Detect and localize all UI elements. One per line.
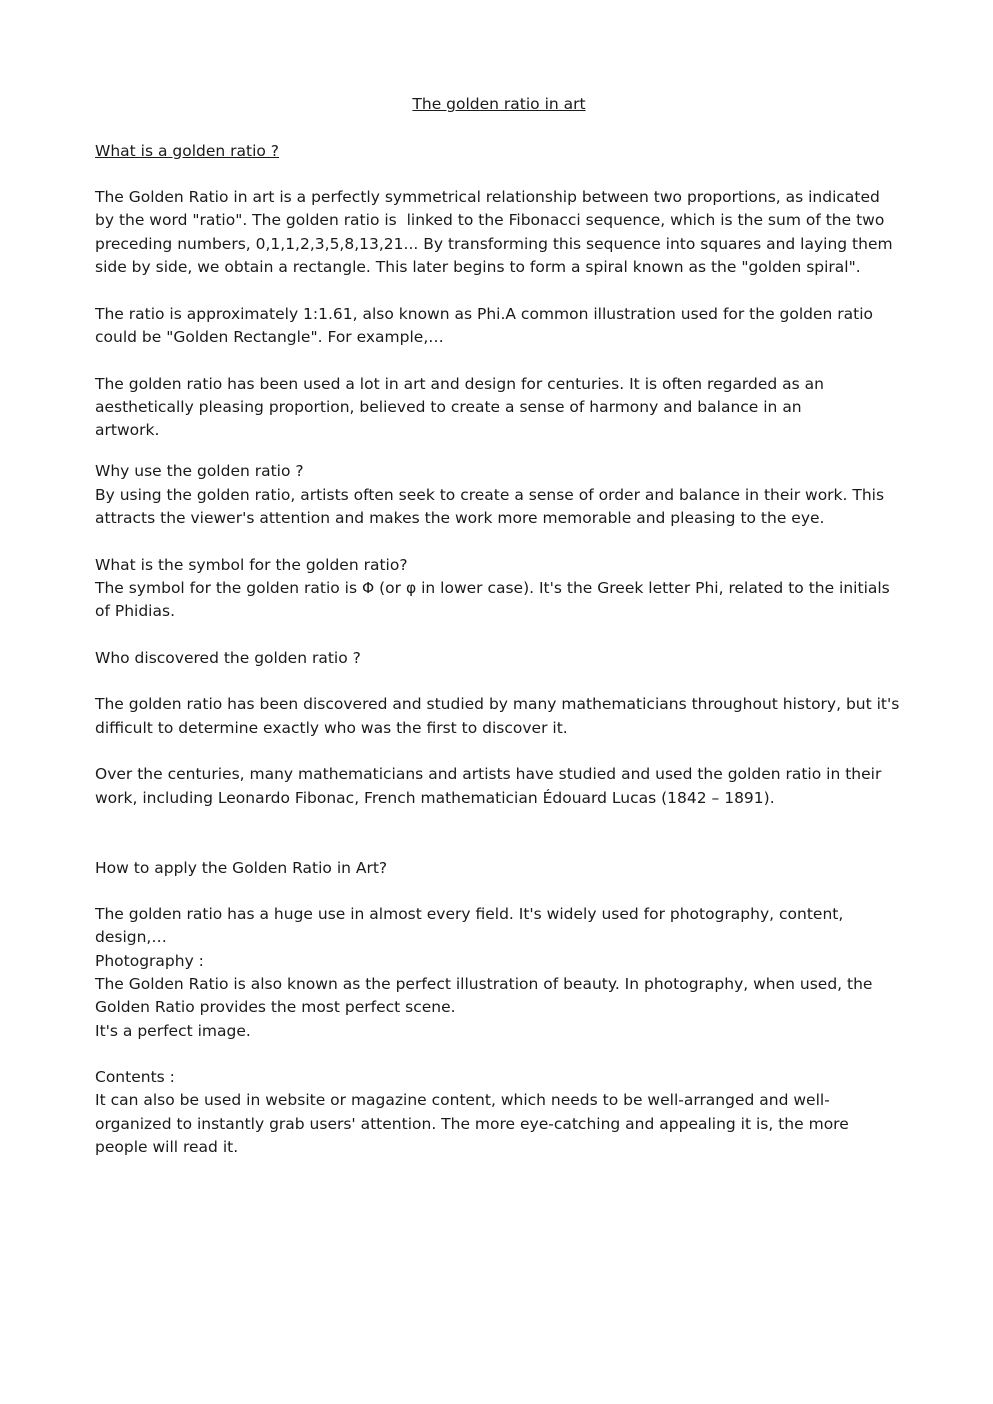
- symbol-paragraph: The symbol for the golden ratio is Φ (or φ in lower case). It's the Greek letter Phi, related to the initials of Phidias.: [95, 578, 895, 621]
- document-title: The golden ratio in art: [412, 95, 586, 113]
- ratio-paragraph: The ratio is approximately 1:1.61, also known as Phi.A common illustration used for the golden ratio could be "Golden Rectangle". For example,…: [95, 304, 878, 346]
- contents-paragraph: It can also be used in website or magazine content, which needs to be well-arranged and well-organized to instantly grab users' attention. The more eye-catching and appealing it is, the more people will read it.: [95, 1091, 854, 1157]
- who-paragraph-2: Over the centuries, many mathematicians and artists have studied and used the golden ratio in their work, including Leonardo Fibonac, French mathematician Édouard Lucas (1842 – 1891).: [95, 765, 887, 807]
- how-paragraph: The golden ratio has a huge use in almost every field. It's widely used for photography, content, design,…: [95, 905, 849, 947]
- photography-paragraph-2: It's a perfect image.: [95, 1021, 251, 1040]
- who-heading: Who discovered the golden ratio ?: [95, 648, 361, 667]
- document-body: [95, 93, 903, 1159]
- why-paragraph: By using the golden ratio, artists often seek to create a sense of order and balance in their work. This attracts the viewer's attention and makes the work more memorable and pleasing to the eye.: [95, 485, 889, 528]
- art-design-line-3: artwork.: [95, 421, 160, 440]
- photography-heading: Photography :: [95, 951, 204, 970]
- art-design-line-2: aesthetically pleasing proportion, believed to create a sense of harmony and balance in an: [95, 397, 802, 416]
- what-heading: What is a golden ratio ?: [95, 141, 280, 160]
- symbol-heading: What is the symbol for the golden ratio?: [95, 555, 408, 574]
- intro-paragraph: The Golden Ratio in art is a perfectly symmetrical relationship between two proportions, as indicated by the word "ratio". The golden ratio is linked to the Fibonacci sequence, which is the sum of the two preceding numbers, 0,1,1,2,3,5,8,13,21... By transforming this sequence into squares and laying them side by side, we obtain a rectangle. This later begins to form a spiral known as the "golden spiral".: [95, 188, 898, 277]
- how-heading: How to apply the Golden Ratio in Art?: [95, 858, 388, 877]
- why-heading: Why use the golden ratio ?: [95, 462, 304, 481]
- photography-paragraph: The Golden Ratio is also known as the perfect illustration of beauty. In photography, when used, the Golden Ratio provides the most perfect scene.: [95, 974, 878, 1017]
- contents-heading: Contents :: [95, 1068, 175, 1087]
- who-paragraph-1: The golden ratio has been discovered and studied by many mathematicians throughout history, but it's difficult to determine exactly who was the first to discover it.: [95, 695, 905, 737]
- art-design-line-1: The golden ratio has been used a lot in art and design for centuries. It is often regarded as an: [95, 374, 824, 393]
